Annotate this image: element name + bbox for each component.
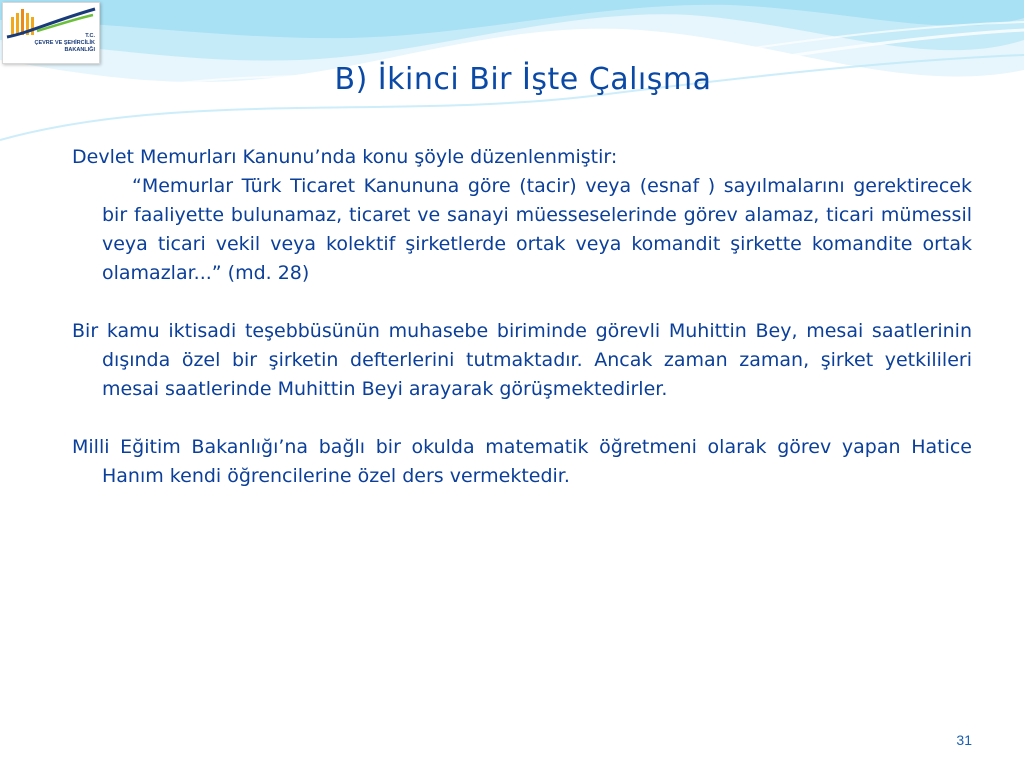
slide-title: B) İkinci Bir İşte Çalışma (334, 62, 712, 97)
page-number: 31 (956, 732, 972, 748)
case-paragraph-2: Milli Eğitim Bakanlığı’na bağlı bir okulda matematik öğretmeni olarak görev yapan Hatice Hanım kendi öğrencilerine özel ders vermektedir. (72, 436, 972, 487)
spacer (72, 404, 972, 433)
law-quote: “Memurlar Türk Ticaret Kanununa göre (tacir) veya (esnaf ) sayılmalarını gerektirecek bir faaliyette bulunamaz, ticaret ve sanayi müesseselerinde görev alamaz, ticari mümessil veya ticari vekil veya kolektif şirketlerde ortak veya komandit şirkette komandite ortak olamazlar...” (md. 28) (102, 175, 972, 284)
spacer (72, 288, 972, 317)
intro-paragraph: Devlet Memurları Kanunu’nda konu şöyle düzenlenmiştir: (72, 146, 618, 168)
case-paragraph-1: Bir kamu iktisadi teşebbüsünün muhasebe biriminde görevli Muhittin Bey, mesai saatlerinin dışında özel bir şirketin defterlerini tutmaktadır. Ancak zaman zaman, şirket yetkilileri mesai saatlerinde Muhittin Beyi arayarak görüşmektedirler. (72, 320, 972, 400)
logo-line-1: T.C. (85, 33, 95, 39)
slide-body (72, 143, 972, 491)
logo-line-3: BAKANLIĞI (64, 47, 95, 53)
ministry-logo (2, 2, 100, 64)
logo-line-2: ÇEVRE VE ŞEHİRCİLİK (34, 40, 95, 46)
